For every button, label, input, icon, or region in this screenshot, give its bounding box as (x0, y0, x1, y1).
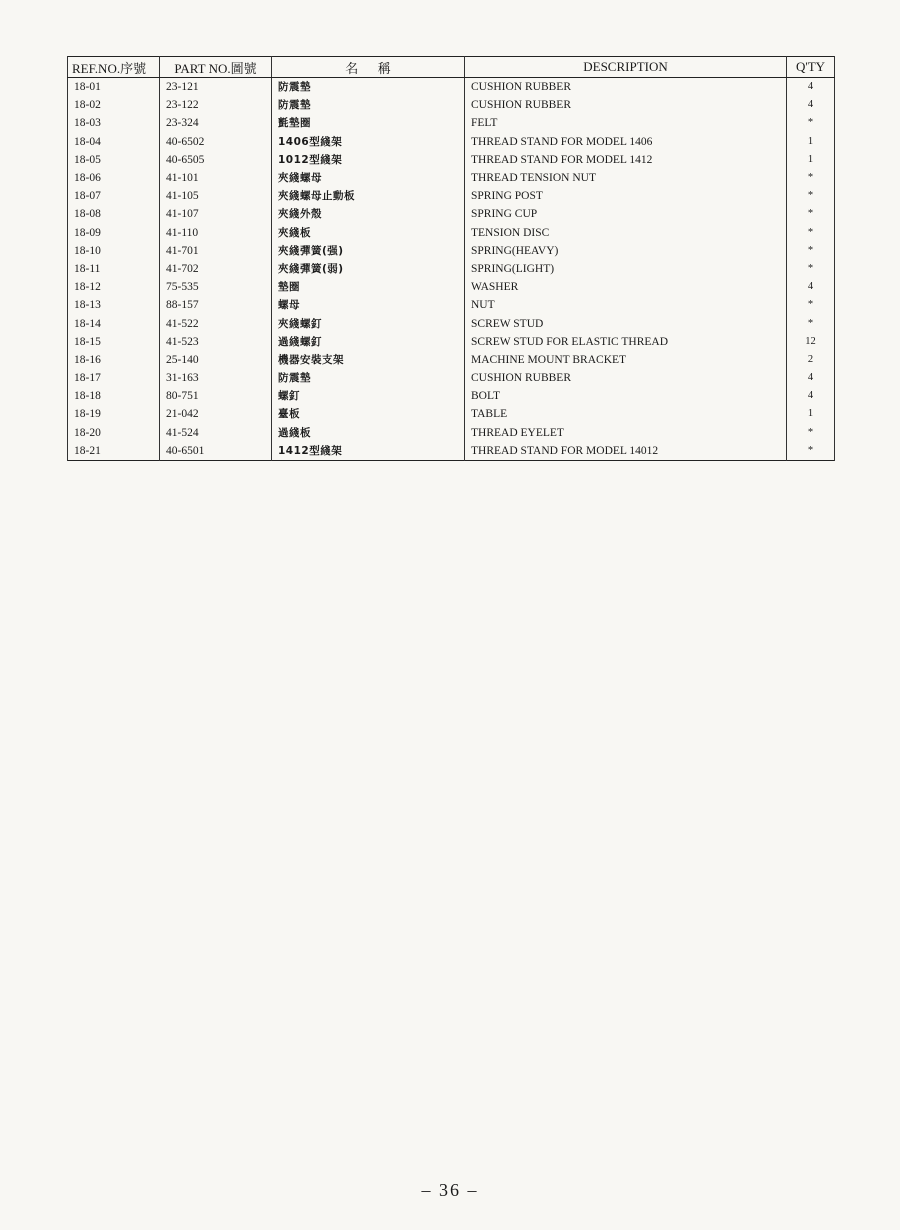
header-ref-no: REF.NO.序號 (68, 57, 160, 78)
table-row (68, 260, 835, 278)
table-row (68, 78, 835, 97)
description-cell: NUT (465, 296, 787, 314)
table-row (68, 369, 835, 387)
page-number: – 36 – (421, 1180, 479, 1200)
part-no-cell: 41-105 (160, 187, 272, 205)
description-cell: BOLT (465, 387, 787, 405)
part-name-cell: 夾綫螺母止動板 (272, 187, 465, 205)
ref-no-cell: 18-19 (68, 405, 160, 423)
ref-no-cell: 18-14 (68, 314, 160, 332)
qty-cell: 4 (787, 369, 835, 387)
table-row (68, 387, 835, 405)
ref-no-cell: 18-16 (68, 351, 160, 369)
description-cell: FELT (465, 114, 787, 132)
ref-no-cell: 18-07 (68, 187, 160, 205)
part-no-cell: 23-121 (160, 78, 272, 97)
part-name-cell: 防震墊 (272, 96, 465, 114)
description-cell: SPRING(LIGHT) (465, 260, 787, 278)
part-name-cell: 螺母 (272, 296, 465, 314)
qty-cell: 4 (787, 78, 835, 97)
table-body (68, 78, 835, 461)
qty-cell: * (787, 169, 835, 187)
part-name-cell: 1406型綫架 (272, 133, 465, 151)
parts-list-table (67, 56, 835, 461)
ref-no-cell: 18-21 (68, 442, 160, 461)
ref-no-cell: 18-17 (68, 369, 160, 387)
part-name-cell: 1012型綫架 (272, 151, 465, 169)
table-row (68, 351, 835, 369)
part-name-cell: 螺釘 (272, 387, 465, 405)
qty-cell: 4 (787, 278, 835, 296)
table-row (68, 96, 835, 114)
table-row (68, 151, 835, 169)
part-no-cell: 40-6502 (160, 133, 272, 151)
description-cell: THREAD TENSION NUT (465, 169, 787, 187)
description-cell: SPRING CUP (465, 205, 787, 223)
ref-no-cell: 18-06 (68, 169, 160, 187)
part-name-cell: 機器安裝支架 (272, 351, 465, 369)
description-cell: SCREW STUD (465, 314, 787, 332)
qty-cell: 1 (787, 405, 835, 423)
header-part-no: PART NO.圖號 (160, 57, 272, 78)
part-name-cell: 過綫螺釘 (272, 333, 465, 351)
header-qty: Q'TY (787, 57, 835, 78)
ref-no-cell: 18-15 (68, 333, 160, 351)
part-no-cell: 40-6501 (160, 442, 272, 461)
part-no-cell: 40-6505 (160, 151, 272, 169)
description-cell: THREAD EYELET (465, 424, 787, 442)
part-name-cell: 氈墊圈 (272, 114, 465, 132)
ref-no-cell: 18-09 (68, 224, 160, 242)
part-name-cell: 夾綫外殼 (272, 205, 465, 223)
qty-cell: 2 (787, 351, 835, 369)
header-name: 名 稱 (272, 57, 465, 78)
part-name-cell: 1412型綫架 (272, 442, 465, 461)
table-header (68, 57, 835, 78)
qty-cell: 1 (787, 151, 835, 169)
ref-no-cell: 18-05 (68, 151, 160, 169)
description-cell: THREAD STAND FOR MODEL 1412 (465, 151, 787, 169)
part-no-cell: 41-523 (160, 333, 272, 351)
part-no-cell: 88-157 (160, 296, 272, 314)
part-no-cell: 23-324 (160, 114, 272, 132)
qty-cell: * (787, 260, 835, 278)
table-row (68, 242, 835, 260)
ref-no-cell: 18-12 (68, 278, 160, 296)
part-name-cell: 夾綫彈簧(弱) (272, 260, 465, 278)
header-description: DESCRIPTION (465, 57, 787, 78)
table-row (68, 205, 835, 223)
part-no-cell: 41-701 (160, 242, 272, 260)
part-no-cell: 41-107 (160, 205, 272, 223)
part-name-cell: 防震墊 (272, 369, 465, 387)
qty-cell: * (787, 224, 835, 242)
ref-no-cell: 18-08 (68, 205, 160, 223)
description-cell: CUSHION RUBBER (465, 369, 787, 387)
qty-cell: * (787, 442, 835, 461)
ref-no-cell: 18-03 (68, 114, 160, 132)
ref-no-cell: 18-13 (68, 296, 160, 314)
part-no-cell: 41-110 (160, 224, 272, 242)
description-cell: MACHINE MOUNT BRACKET (465, 351, 787, 369)
part-name-cell: 防震墊 (272, 78, 465, 97)
table-row (68, 114, 835, 132)
description-cell: SCREW STUD FOR ELASTIC THREAD (465, 333, 787, 351)
qty-cell: * (787, 314, 835, 332)
part-no-cell: 41-101 (160, 169, 272, 187)
ref-no-cell: 18-20 (68, 424, 160, 442)
description-cell: THREAD STAND FOR MODEL 14012 (465, 442, 787, 461)
part-name-cell: 過綫板 (272, 424, 465, 442)
qty-cell: * (787, 424, 835, 442)
part-name-cell: 臺板 (272, 405, 465, 423)
description-cell: TABLE (465, 405, 787, 423)
description-cell: CUSHION RUBBER (465, 78, 787, 97)
qty-cell: * (787, 114, 835, 132)
table-row (68, 169, 835, 187)
qty-cell: 12 (787, 333, 835, 351)
table-row (68, 405, 835, 423)
qty-cell: 1 (787, 133, 835, 151)
part-no-cell: 23-122 (160, 96, 272, 114)
part-name-cell: 夾綫螺母 (272, 169, 465, 187)
ref-no-cell: 18-10 (68, 242, 160, 260)
part-no-cell: 41-702 (160, 260, 272, 278)
table-row (68, 333, 835, 351)
ref-no-cell: 18-02 (68, 96, 160, 114)
table-row (68, 442, 835, 461)
table-row (68, 278, 835, 296)
part-no-cell: 41-522 (160, 314, 272, 332)
part-no-cell: 25-140 (160, 351, 272, 369)
table-row (68, 424, 835, 442)
description-cell: WASHER (465, 278, 787, 296)
part-no-cell: 75-535 (160, 278, 272, 296)
description-cell: SPRING(HEAVY) (465, 242, 787, 260)
part-no-cell: 31-163 (160, 369, 272, 387)
table-row (68, 133, 835, 151)
part-no-cell: 80-751 (160, 387, 272, 405)
ref-no-cell: 18-04 (68, 133, 160, 151)
qty-cell: * (787, 242, 835, 260)
part-no-cell: 21-042 (160, 405, 272, 423)
table-row (68, 314, 835, 332)
ref-no-cell: 18-11 (68, 260, 160, 278)
ref-no-cell: 18-18 (68, 387, 160, 405)
part-name-cell: 夾綫板 (272, 224, 465, 242)
description-cell: SPRING POST (465, 187, 787, 205)
part-name-cell: 墊圈 (272, 278, 465, 296)
description-cell: TENSION DISC (465, 224, 787, 242)
table-row (68, 187, 835, 205)
header-row (68, 57, 835, 78)
description-cell: THREAD STAND FOR MODEL 1406 (465, 133, 787, 151)
qty-cell: * (787, 205, 835, 223)
part-name-cell: 夾綫彈簧(强) (272, 242, 465, 260)
qty-cell: 4 (787, 387, 835, 405)
table-row (68, 296, 835, 314)
qty-cell: * (787, 296, 835, 314)
part-name-cell: 夾綫螺釘 (272, 314, 465, 332)
table-row (68, 224, 835, 242)
description-cell: CUSHION RUBBER (465, 96, 787, 114)
qty-cell: 4 (787, 96, 835, 114)
ref-no-cell: 18-01 (68, 78, 160, 97)
qty-cell: * (787, 187, 835, 205)
part-no-cell: 41-524 (160, 424, 272, 442)
